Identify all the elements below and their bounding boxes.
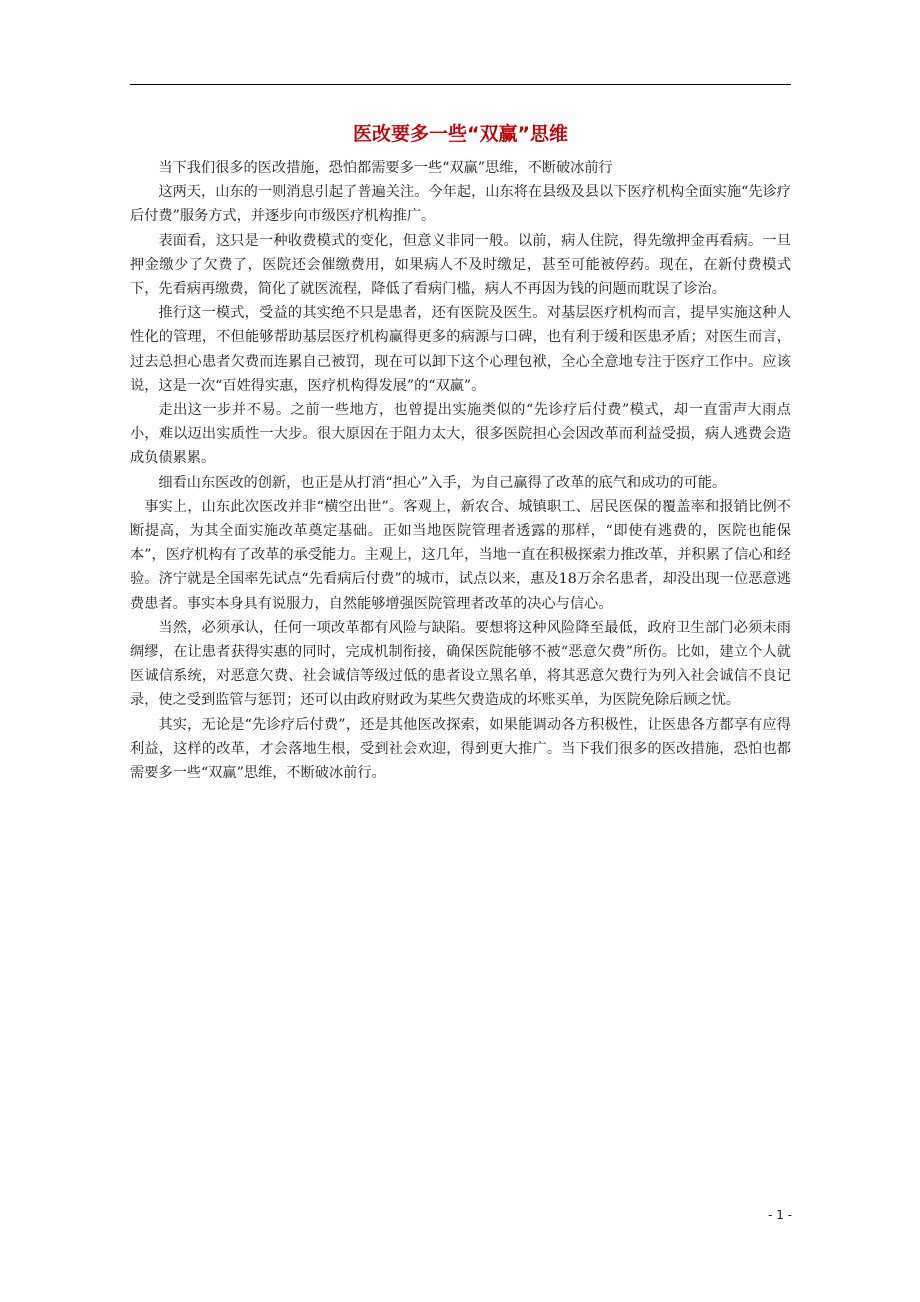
header-rule — [130, 84, 791, 85]
paragraph-6: 细看山东医改的创新，也正是从打消“担心”入手，为自己赢得了改革的底气和成功的可能。 — [158, 474, 727, 491]
paragraph-8: 当然，必须承认，任何一项改革都有风险与缺陷。要想将这种风险降至最低，政府卫生部门必须未雨绸缪，在让患者获得实惠的同时，完成机制衔接，确保医院能够不被“恶意欠费”所伤。比如，建立个人就医诚信系统，对恶意欠费、社会诚信等级过低的患者设立黑名单，将其恶意欠费行为列入社会诚信不良记录，使之受到监管与惩罚；还可以由政府财政为某些欠费造成的坏账买单，为医院免除后顾之忧。 — [130, 619, 791, 709]
paragraph-5: 走出这一步并不易。之前一些地方，也曾提出实施类似的“先诊疗后付费”模式，却一直雷声大雨点小，难以迈出实质性一大步。很大原因在于阻力太大，很多医院担心会因改革而利益受损，病人逃费会造成负债累累。 — [130, 402, 791, 467]
paragraph-3: 表面看，这只是一种收费模式的变化，但意义非同一般。以前，病人住院，得先缴押金再看病。一旦押金缴少了欠费了，医院还会催缴费用，如果病人不及时缴足，甚至可能被停药。现在，在新付费模式下，先看病再缴费，简化了就医流程，降低了看病门槛，病人不再因为钱的问题而耽误了诊治。 — [130, 232, 791, 298]
article-title: 医改要多一些“双赢”思维 — [353, 123, 568, 145]
article-body — [130, 156, 791, 785]
paragraph-4: 推行这一模式，受益的其实绝不只是患者，还有医院及医生。对基层医疗机构而言，提早实施这种人性化的管理，不但能够帮助基层医疗机构赢得更多的病源与口碑，也有利于缓和医患矛盾；对医生而言，过去总担心患者欠费而连累自己被罚，现在可以卸下这个心理包袱，全心全意地专注于医疗工作中。应该说，这是一次“百姓得实惠，医疗机构得发展”的“双赢”。 — [130, 305, 791, 394]
paragraph-7: 事实上，山东此次医改并非“横空出世”。客观上，新农合、城镇职工、居民医保的覆盖率和报销比例不断提高，为其全面实施改革奠定基础。正如当地医院管理者透露的那样，“即使有逃费的，医院也能保本”，医疗机构有了改革的承受能力。主观上，这几年，当地一直在积极探索力推改革，并积累了信心和经验。济宁就是全国率先试点“先看病后付费”的城市，试点以来，惠及18万余名患者，却没出现一位恶意逃费患者。事实本身具有说服力，自然能够增强医院管理者改革的决心与信心。 — [130, 498, 791, 612]
paragraph-2: 这两天，山东的一则消息引起了普遍关注。今年起，山东将在县级及县以下医疗机构全面实施“先诊疗后付费”服务方式，并逐步向市级医疗机构推广。 — [130, 184, 791, 225]
paragraph-9: 其实，无论是“先诊疗后付费”，还是其他医改探索，如果能调动各方积极性，让医患各方都享有应得利益，这样的改革，才会落地生根，受到社会欢迎，得到更大推广。当下我们很多的医改措施，恐怕也都需要多一些“双赢”思维，不断破冰前行。 — [130, 716, 791, 782]
page-number: - 1 - — [768, 1208, 792, 1222]
paragraph-1: 当下我们很多的医改措施，恐怕都需要多一些“双赢”思维，不断破冰前行 — [158, 160, 613, 176]
